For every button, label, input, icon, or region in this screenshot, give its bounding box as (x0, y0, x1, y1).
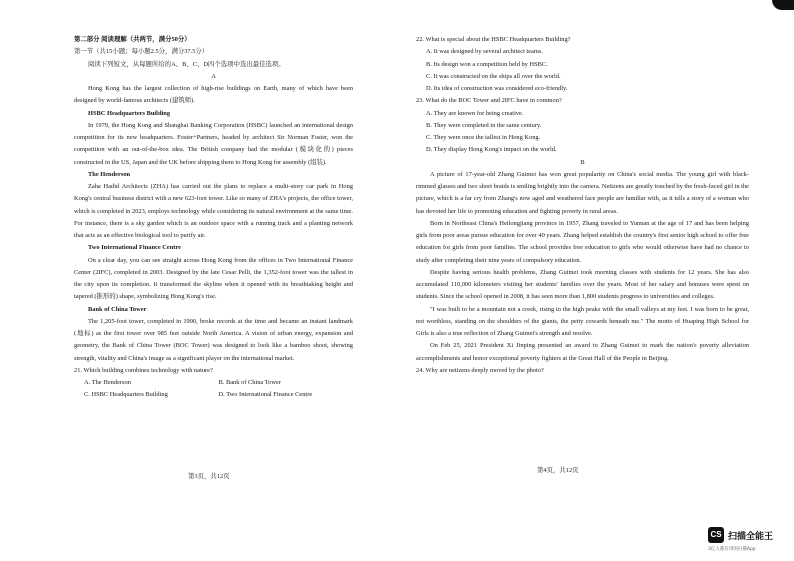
question-21-options-row-1 (84, 377, 353, 389)
page-number-left: 第3页，共12页 (188, 473, 230, 480)
passage-b-label: B (580, 158, 585, 166)
scanner-logo-icon: CS (708, 527, 724, 543)
building-text: On a clear day, you can see straight across Hong Kong from the offices in Two International Finance Center (2IFC), completed in 2003. Designed by the late Cesar Pelli, the 1,352-foot tower was the tallest in the city upon its completion. It transformed the skyline when it opened with its breathtaking height and tapered (锥形的) shape, symbolizing Hong Kong's rise. (74, 256, 353, 301)
question-22-option: C. It was constructed on the ships all over the world. (426, 72, 561, 80)
question-23-option: A. They are known for being creative. (426, 109, 524, 117)
question-23-option: C. They were once the tallest in Hong Kong. (426, 134, 541, 141)
question-23: 23. What do the BOC Tower and 2IFC have in common? (416, 97, 562, 105)
scanner-tagline: 3亿人都在用的扫描App (708, 547, 756, 552)
scanner-name: 扫描全能王 (728, 532, 774, 542)
question-23-option: B. They were completed in the same century. (426, 121, 542, 129)
building-title: The Henderson (88, 170, 131, 178)
passage-b-paragraph: A picture of 17-year-old Zhang Guimei has won great popularity on China's social media. The young girl with black-rimmed glasses and two short braids is smiling brightly into the camera. Netizens are greatly touched by the fresh-faced girl in the picture, which is a far cry from Zhang's now aged and weathered face people are familiar with, as it tells a story of a woman who has devoted her life to promoting education and fighting poverty in rural areas. (416, 170, 749, 215)
question-22: 22. What is special about the HSBC Headquarters Building? (416, 36, 571, 43)
option-b: B. Bank of China Tower (218, 379, 281, 386)
building-text: Zaha Hadid Architects (ZHA) has carried out the plans to replace a multi-story car park in Hong Kong's central business district with a new 623-foot tower. Like so many of ZHA's projects, the office tower, which is completed in 2023, employs technology while considering its natural environment at the same time. For instance, there is a sky garden which is an outdoor space with a running track and a planting network that acts as an effective biological tool to purify air. (74, 183, 353, 239)
passage-b-paragraph: Born in Northeast China's Heilongjiang province in 1957, Zhang traveled to Yunnan at the age of 17 and has been helping girls from poor areas pursue education for over 40 years. Zhang helped establish the country's first senior high school to offer free education for girls from poor families. The school provides free education to girls who would otherwise have had no chance to study after completing their nine years of compulsory education. (416, 219, 749, 264)
right-column (416, 34, 749, 377)
passage-b-paragraph: "I was built to be a mountain not a creek, rising to the high peaks with the small valleys at my feet. I was born to be great, not worthless, standing on the shoulders of the giants, the petty cowards beneath me." The motto of Huaping High School for Girls is also a true reflection of Zhang Guimei's strength and resolve. (416, 305, 749, 337)
passage-a-intro: Hong Kong has the largest collection of high-rise buildings on Earth, many of which have been designed by world-famous architects (建筑师). (74, 85, 353, 105)
question-21-options-row-2 (84, 389, 353, 401)
question-21: 21. Which building combines technology with nature? (74, 366, 213, 374)
question-22-option: D. Its idea of construction was considered eco-friendly. (426, 85, 568, 92)
building-title: HSBC Headquarters Building (88, 109, 171, 117)
scanner-watermark (708, 527, 788, 555)
building-text: The 1,205-foot tower, completed in 1990, broke records at the time and became an instant landmark (地标) as the first tower over 985 feet outside North America. A vision of urban energy, expansion and geometry, the Bank of China Tower (BOC Tower) was designed to look like a bamboo shoot, showing strength, vitality and China's image as a significant player on the international market. (74, 317, 353, 362)
section-heading: 第一节（共15小题；每小题2.5分，满分37.5分） (74, 48, 209, 56)
question-22-option: A. It was designed by several architect teams. (426, 48, 543, 56)
option-d: D. Two International Finance Centre (218, 391, 313, 399)
option-c: C. HSBC Headquarters Building (84, 391, 168, 399)
question-22-option: B. Its design won a competition held by HSBC. (426, 60, 548, 68)
building-title: Two International Finance Centre (88, 244, 181, 252)
instruction: 阅读下列短文，从每题所给的A、B、C、D四个选项中选出最佳选项。 (88, 60, 285, 68)
passage-b-paragraph: Despite having serious health problems, Zhang Guimei took morning classes with students for 12 years. She has also accumulated 110,000 kilometers visiting her students' families over the years. Most of her salary and bonuses were spent on students. Since the school opened in 2008, it has seen more than 1,800 students progress to universities and colleges. (416, 268, 749, 301)
passage-b-paragraph: On Feb 25, 2021 President Xi Jinping presented an award to Zhang Guimei to mark the nation's poverty alleviation accomplishments and honor exceptional poverty fighters at the Great Hall of the People in Beijing. (416, 342, 749, 362)
page-number-right: 第4页，共12页 (537, 467, 579, 474)
right-page (400, 0, 794, 561)
option-a: A. The Henderson (84, 379, 131, 386)
left-column (74, 34, 353, 402)
question-24: 24. Why are netizens deeply moved by the photo? (416, 366, 544, 374)
passage-a-label: A (211, 72, 216, 80)
building-title: Bank of China Tower (88, 305, 147, 313)
building-text: In 1979, the Hong Kong and Shanghai Banking Corporation (HSBC) launched an international design competition for its new headquarters. Foster+Partners, headed by architect Sir Norman Foster, won the competition with an out-of-the-box idea. The British company had the modular (模块化的) pieces constructed in the US, Japan and the UK before shipping them to Hong Kong for assembly (组装). (74, 121, 353, 166)
part-heading: 第二部分 阅读理解（共两节，满分50分） (74, 36, 191, 43)
question-23-option: D. They display Hong Kong's impact on the world. (426, 146, 557, 154)
